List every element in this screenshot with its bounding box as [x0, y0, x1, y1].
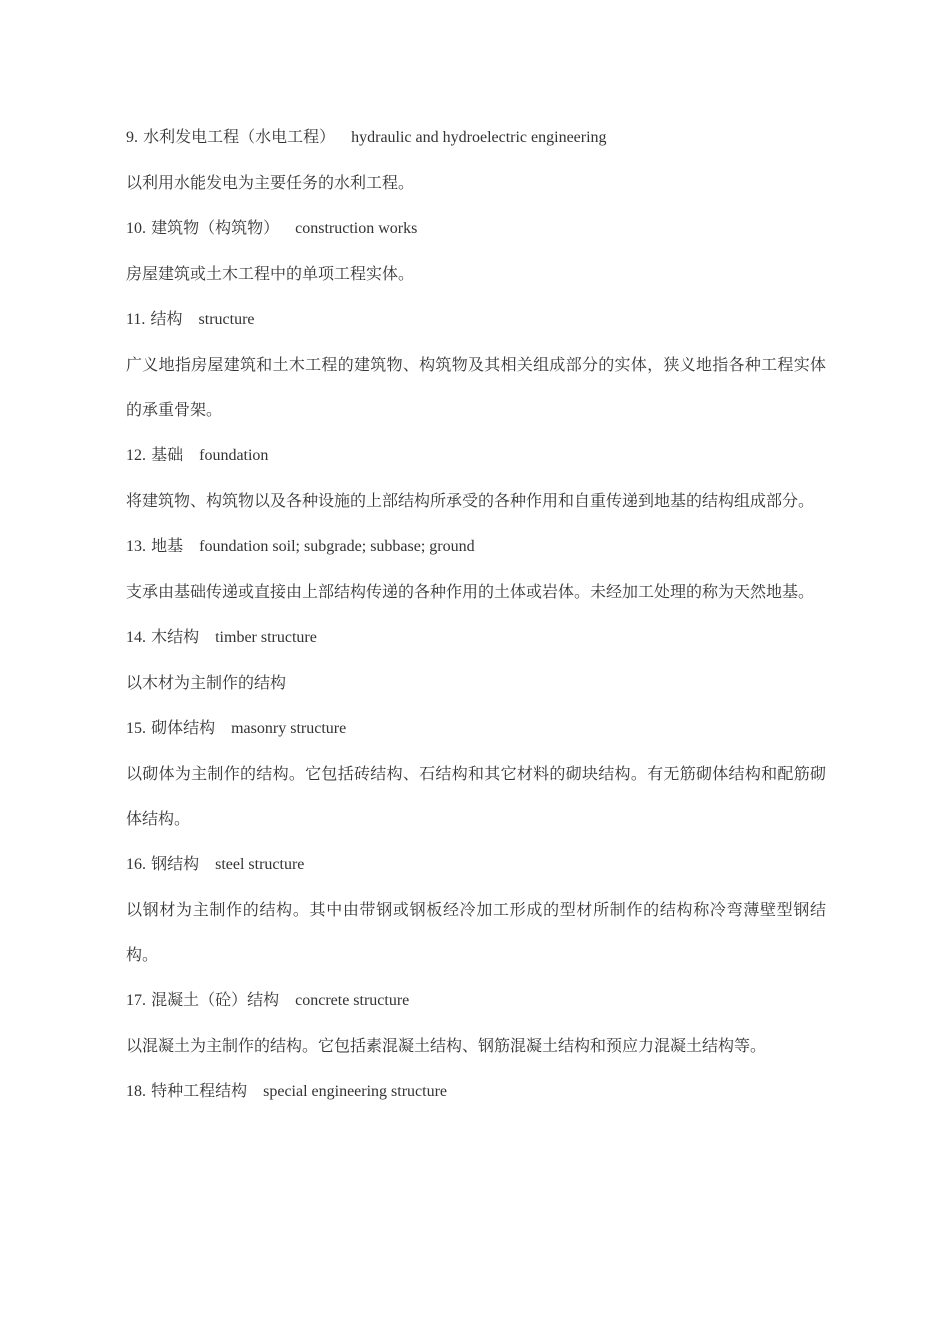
term-heading-17: [126, 977, 826, 1023]
term-definition-13: 支承由基础传递或直接由上部结构传递的各种作用的土体或岩体。未经加工处理的称为天然地基。: [126, 582, 815, 601]
term-english: construction works: [295, 220, 418, 237]
term-chinese: 混凝土（砼）结构: [151, 990, 280, 1009]
term-definition-9: 以利用水能发电为主要任务的水利工程。: [126, 173, 415, 192]
term-chinese: 钢结构: [151, 854, 200, 873]
term-number: 12.: [126, 447, 146, 464]
term-heading-18: [126, 1068, 826, 1114]
term-chinese: 基础: [151, 445, 184, 464]
term-heading-16: [126, 841, 826, 887]
term-english: special engineering structure: [263, 1083, 448, 1100]
term-english: timber structure: [215, 629, 317, 646]
term-definition-15: 以砌体为主制作的结构。它包括砖结构、石结构和其它材料的砌块结构。有无筋砌体结构和配筋砌体结构。: [126, 764, 826, 828]
term-number: 14.: [126, 629, 146, 646]
term-definition-17: 以混凝土为主制作的结构。它包括素混凝土结构、钢筋混凝土结构和预应力混凝土结构等。: [126, 1036, 767, 1055]
term-number: 10.: [126, 220, 146, 237]
term-number: 18.: [126, 1083, 146, 1100]
term-heading-9: [126, 114, 826, 160]
term-heading-10: [126, 205, 826, 251]
term-chinese: 特种工程结构: [151, 1081, 248, 1100]
term-chinese: 水利发电工程（水电工程）: [143, 127, 336, 146]
term-number: 17.: [126, 992, 146, 1009]
term-definition-14: 以木材为主制作的结构: [126, 673, 287, 692]
term-definition-11: 广义地指房屋建筑和土木工程的建筑物、构筑物及其相关组成部分的实体，狭义地指各种工程实体的承重骨架。: [126, 355, 826, 419]
term-number: 11.: [126, 311, 146, 328]
term-heading-15: [126, 705, 826, 751]
term-chinese: 结构: [150, 309, 183, 328]
term-heading-11: [126, 296, 826, 342]
term-english: foundation: [199, 447, 269, 464]
term-english: hydraulic and hydroelectric engineering: [351, 129, 607, 146]
term-number: 13.: [126, 538, 146, 555]
document-page: [126, 114, 826, 1114]
term-number: 16.: [126, 856, 146, 873]
term-chinese: 建筑物（构筑物）: [151, 218, 280, 237]
term-english: structure: [198, 311, 255, 328]
term-english: masonry structure: [231, 720, 347, 737]
term-english: concrete structure: [295, 992, 410, 1009]
term-chinese: 砌体结构: [151, 718, 216, 737]
term-definition-16: 以钢材为主制作的结构。其中由带钢或钢板经冷加工形成的型材所制作的结构称冷弯薄壁型钢结构。: [126, 900, 826, 964]
term-definition-12: 将建筑物、构筑物以及各种设施的上部结构所承受的各种作用和自重传递到地基的结构组成部分。: [126, 491, 815, 510]
term-english: foundation soil; subgrade; subbase; ground: [199, 538, 475, 555]
term-heading-13: [126, 523, 826, 569]
term-chinese: 地基: [151, 536, 184, 555]
term-chinese: 木结构: [151, 627, 200, 646]
term-number: 15.: [126, 720, 146, 737]
term-heading-14: [126, 614, 826, 660]
term-definition-10: 房屋建筑或土木工程中的单项工程实体。: [126, 264, 415, 283]
term-english: steel structure: [215, 856, 305, 873]
term-number: 9.: [126, 129, 138, 146]
term-heading-12: [126, 432, 826, 478]
